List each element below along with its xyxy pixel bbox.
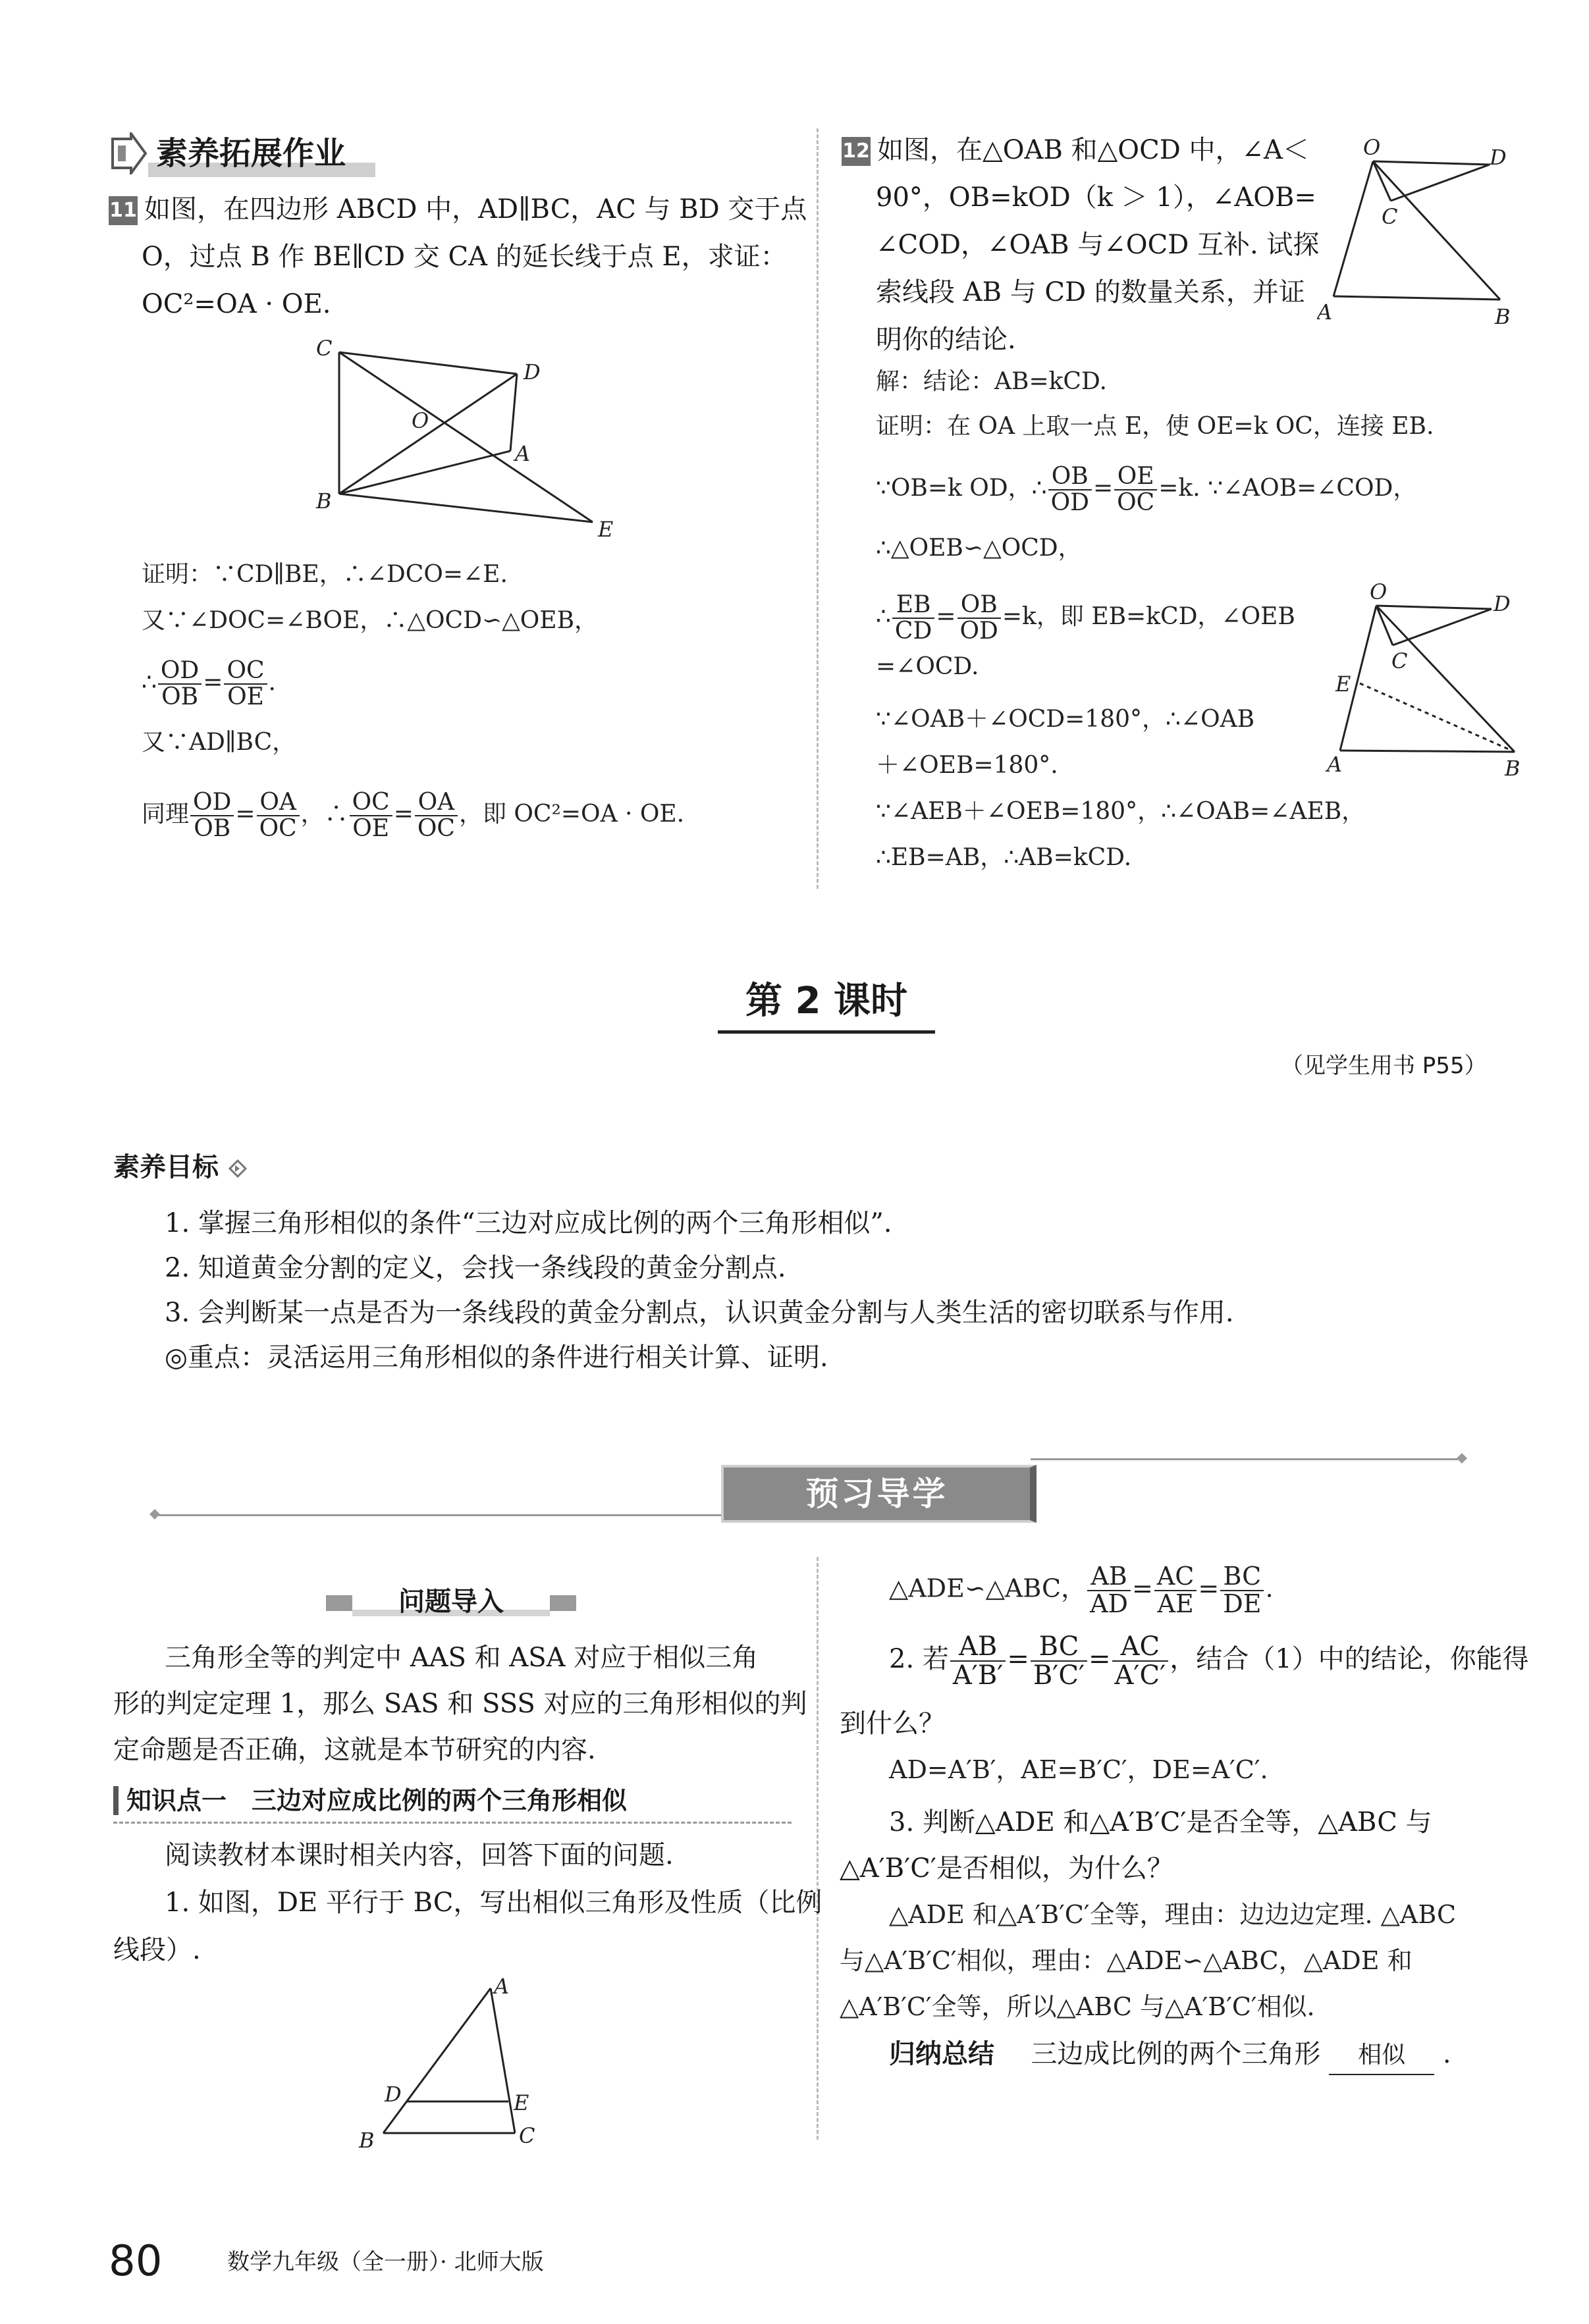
seg-AB bbox=[1333, 296, 1500, 300]
lesson-title: 第 2 课时 bbox=[718, 978, 935, 1034]
q12-sol-1: 解：结论：AB=kCD. bbox=[876, 368, 1108, 395]
q12-sol-7: ∵∠OAB＋∠OCD=180°，∴∠OAB bbox=[876, 706, 1255, 733]
q11-proof-4: 又∵AD∥BC， bbox=[142, 729, 296, 756]
lesson-ref: （见学生用书 P55） bbox=[1281, 1053, 1487, 1079]
intro-title-bar-left bbox=[326, 1595, 352, 1611]
seg-BA bbox=[339, 451, 510, 494]
q11-line-3: OC²=OA · OE. bbox=[142, 289, 331, 319]
label-B: B bbox=[1505, 756, 1521, 781]
kp1-q1-a: 1. 如图，DE 平行于 BC，写出相似三角形及性质（比例 bbox=[165, 1888, 822, 1918]
column-divider-top bbox=[817, 128, 819, 889]
seg-OB bbox=[1373, 161, 1500, 300]
label-C: C bbox=[1391, 648, 1408, 673]
seg-AC bbox=[491, 1988, 515, 2133]
question-2-b: 到什么？ bbox=[840, 1708, 945, 1739]
seg-OB bbox=[1376, 606, 1515, 752]
label-A: A bbox=[1327, 752, 1343, 777]
q12-line-5: 明你的结论. bbox=[876, 325, 1016, 355]
seg-EB-dashed bbox=[1360, 683, 1515, 752]
label-O: O bbox=[1370, 579, 1387, 604]
label-D: D bbox=[524, 359, 541, 384]
kp1-title: 知识点一 三边对应成比例的两个三角形相似 bbox=[126, 1786, 628, 1815]
q11-figure bbox=[310, 336, 626, 546]
fraction: $\frac{AC}{A'C'}$ bbox=[1112, 1633, 1169, 1689]
summary-label: 归纳总结 bbox=[889, 2039, 994, 2069]
fraction: $\frac{OD}{OB}$ bbox=[190, 790, 234, 841]
q11-proof-5: 同理 $\frac{OD}{OB}$ = $\frac{OA}{OC}$ ，∴ $\frac{OC}{OE}$ = $\frac{OA}{OC}$ ，即 OC²=OA · OE. bbox=[142, 789, 685, 842]
seg-AB bbox=[1340, 751, 1515, 752]
seg-OA bbox=[1333, 161, 1373, 296]
summary-blank: 相似 bbox=[1329, 2037, 1434, 2075]
summary: 归纳总结 三边成比例的两个三角形 相似 . bbox=[889, 2036, 1451, 2075]
q11-number-badge: 11 bbox=[109, 196, 138, 225]
label-C: C bbox=[316, 336, 333, 361]
seg-OC bbox=[1373, 161, 1391, 201]
label-D: D bbox=[1494, 591, 1511, 616]
label-E: E bbox=[514, 2090, 529, 2115]
answer-3-c: △A′B′C′全等，所以△ABC 与△A′B′C′相似. bbox=[840, 1992, 1315, 2021]
q12-line-3: ∠COD，∠OAB 与∠OCD 互补. 试探 bbox=[876, 230, 1320, 260]
q12-sol-8: ＋∠OEB=180°. bbox=[876, 752, 1058, 779]
q12-number-badge: 12 bbox=[842, 137, 871, 166]
q11-proof-2: 又∵∠DOC=∠BOE，∴△OCD∽△OEB， bbox=[142, 607, 599, 634]
answer-3-a: △ADE 和△A′B′C′全等，理由：边边边定理. △ABC bbox=[889, 1900, 1457, 1929]
book-title: 数学九年级（全一册）· 北师大版 bbox=[227, 2249, 544, 2275]
goal-key: ◎重点：灵活运用三角形相似的条件进行相关计算、证明. bbox=[165, 1342, 828, 1373]
label-O: O bbox=[1363, 135, 1381, 160]
diamond-arrow-icon bbox=[228, 1159, 248, 1178]
fraction: $\frac{OB}{OD}$ bbox=[1048, 464, 1092, 515]
section-header bbox=[109, 128, 379, 180]
page-number: 80 bbox=[109, 2237, 163, 2286]
question-2: 2. 若 $\frac{AB}{A'B'}$ = $\frac{BC}{B'C'}$ = $\frac{AC}{A'C'}$ ，结合（1）中的结论，你能得 bbox=[889, 1631, 1529, 1691]
goal-3: 3. 会判断某一点是否为一条线段的黄金分割点，认识黄金分割与人类生活的密切联系与作用. bbox=[165, 1298, 1234, 1328]
fraction: $\frac{OB}{OD}$ bbox=[957, 593, 1001, 644]
q12-sol-6: =∠OCD. bbox=[876, 653, 979, 680]
q12-sol-9: ∵∠AEB＋∠OEB=180°，∴∠OAB=∠AEB， bbox=[876, 798, 1366, 825]
intro-title-box bbox=[326, 1583, 576, 1620]
label-D: D bbox=[385, 2082, 402, 2107]
seg-CE bbox=[339, 352, 593, 522]
banner-line-right bbox=[1031, 1458, 1462, 1460]
label-C: C bbox=[1382, 204, 1398, 229]
label-D: D bbox=[1490, 145, 1507, 170]
preview-banner: 预习导学 bbox=[721, 1465, 1037, 1523]
seg-BD bbox=[339, 374, 517, 494]
label-C: C bbox=[519, 2123, 535, 2148]
q12-sol-5: ∴ $\frac{EB}{CD}$ = $\frac{OB}{OD}$ =k，即 EB=kCD，∠OEB bbox=[876, 591, 1295, 645]
fraction: $\frac{OC}{OE}$ bbox=[350, 790, 392, 841]
goal-1: 1. 掌握三角形相似的条件“三边对应成比例的两个三角形相似”. bbox=[165, 1208, 892, 1238]
arrow-icon bbox=[109, 132, 148, 174]
intro-line-1: 三角形全等的判定中 AAS 和 ASA 对应于相似三角 bbox=[165, 1643, 759, 1673]
question-3-a: 3. 判断△ADE 和△A′B′C′是否全等，△ABC 与 bbox=[889, 1807, 1432, 1837]
q11-line-1 bbox=[109, 191, 807, 228]
answer-2: AD=A′B′，AE=B′C′，DE=A′C′. bbox=[889, 1755, 1268, 1784]
fraction: $\frac{OA}{OC}$ bbox=[415, 790, 458, 841]
label-B: B bbox=[1495, 304, 1511, 329]
answer-1: △ADE∽△ABC， $\frac{AB}{AD}$ = $\frac{AC}{AE}$ = $\frac{BC}{DE}$ . bbox=[889, 1562, 1274, 1618]
seg-OD bbox=[1376, 606, 1492, 609]
q11-proof-3: ∴ $\frac{OD}{OB}$ = $\frac{OC}{OE}$ . bbox=[142, 657, 276, 710]
fraction: $\frac{AC}{AE}$ bbox=[1154, 1564, 1197, 1618]
summary-text: 三边成比例的两个三角形 bbox=[1031, 2039, 1321, 2069]
label-O: O bbox=[412, 408, 429, 433]
q12-line-2: 90°，OB=kOD（k ＞ 1），∠AOB= bbox=[876, 182, 1316, 213]
kp1-marker bbox=[113, 1786, 119, 1815]
seg-OD bbox=[1373, 161, 1490, 165]
q12-sol-2: 证明：在 OA 上取一点 E，使 OE=k OC，连接 EB. bbox=[876, 413, 1434, 440]
kp1-q1-b: 线段）. bbox=[113, 1935, 201, 1965]
label-E: E bbox=[598, 517, 614, 542]
answer-3-b: 与△A′B′C′相似，理由：△ADE∽△ABC，△ADE 和 bbox=[840, 1946, 1413, 1975]
fraction: $\frac{OE}{OC}$ bbox=[1114, 464, 1157, 515]
banner-line-left bbox=[158, 1514, 724, 1516]
seg-OC bbox=[1376, 606, 1393, 645]
q12-line-4: 索线段 AB 与 CD 的数量关系，并证 bbox=[876, 277, 1305, 307]
header-title: 素养拓展作业 bbox=[156, 135, 346, 172]
q11-line-2: O，过点 B 作 BE∥CD 交 CA 的延长线于点 E，求证： bbox=[142, 242, 787, 272]
fraction: $\frac{BC}{DE}$ bbox=[1220, 1564, 1264, 1618]
kp1-read: 阅读教材本课时相关内容，回答下面的问题. bbox=[165, 1840, 674, 1870]
kp1-heading bbox=[113, 1781, 792, 1824]
fraction: $\frac{OC}{OE}$ bbox=[224, 658, 267, 710]
banner-dot-left-icon bbox=[148, 1508, 161, 1521]
banner-dot-right-icon bbox=[1455, 1452, 1468, 1465]
fraction: $\frac{OD}{OB}$ bbox=[158, 658, 202, 710]
seg-CD bbox=[1391, 165, 1490, 201]
seg-AB bbox=[383, 1988, 491, 2133]
intro-line-3: 定命题是否正确，这就是本节研究的内容. bbox=[113, 1735, 596, 1765]
fraction: $\frac{AB}{A'B'}$ bbox=[950, 1633, 1006, 1689]
intro-line-2: 形的判定定理 1，那么 SAS 和 SSS 对应的三角形相似的判 bbox=[113, 1689, 807, 1719]
label-B: B bbox=[316, 489, 332, 514]
q12-line-1: 12 如图，在△OAB 和△OCD 中，∠A＜ bbox=[842, 135, 1309, 165]
seg-DA bbox=[510, 374, 517, 451]
q12-figure-1 bbox=[1317, 132, 1528, 336]
q12-sol-10: ∴EB=AB，∴AB=kCD. bbox=[876, 844, 1132, 871]
q11-proof-1: 证明：∵CD∥BE，∴∠DCO=∠E. bbox=[142, 561, 508, 588]
label-A: A bbox=[1317, 300, 1333, 325]
q11-text: 如图，在四边形 ABCD 中，AD∥BC，AC 与 BD 交于点 bbox=[144, 194, 807, 224]
column-divider-bottom bbox=[817, 1557, 819, 2140]
q12-figure-2 bbox=[1317, 579, 1541, 783]
seg-BE bbox=[339, 494, 593, 522]
label-E: E bbox=[1335, 672, 1351, 697]
label-A: A bbox=[494, 1975, 510, 1999]
seg-CD bbox=[1393, 609, 1492, 645]
fraction: $\frac{AB}{AD}$ bbox=[1087, 1564, 1131, 1618]
q12-sol-3: ∵OB=k OD，∴ $\frac{OB}{OD}$ = $\frac{OE}{OC}$ =k. ∵∠AOB=∠COD， bbox=[876, 463, 1417, 516]
label-B: B bbox=[359, 2128, 375, 2153]
fraction: $\frac{BC}{B'C'}$ bbox=[1031, 1633, 1087, 1689]
fraction: $\frac{EB}{CD}$ bbox=[892, 593, 934, 644]
goals-title: 素养目标 bbox=[113, 1149, 248, 1186]
goal-2: 2. 知道黄金分割的定义，会找一条线段的黄金分割点. bbox=[165, 1253, 786, 1283]
kp1-figure bbox=[356, 1975, 553, 2153]
intro-title-bar-right bbox=[550, 1595, 576, 1611]
question-3-b: △A′B′C′是否相似，为什么？ bbox=[840, 1853, 1173, 1884]
label-A: A bbox=[515, 441, 531, 466]
intro-title: 问题导入 bbox=[398, 1587, 504, 1617]
fraction: $\frac{OA}{OC}$ bbox=[257, 790, 300, 841]
q12-sol-4: ∴△OEB∽△OCD， bbox=[876, 535, 1082, 562]
